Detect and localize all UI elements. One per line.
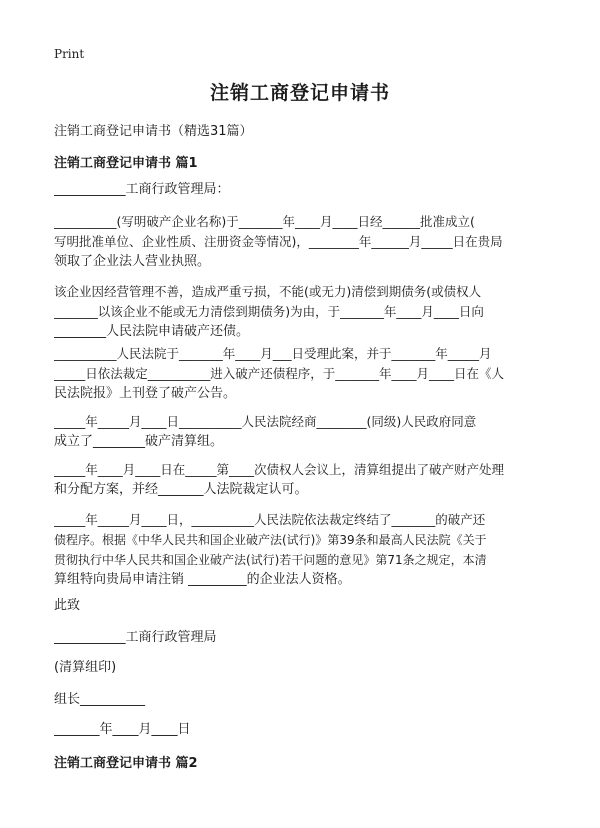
paragraph-creditors-meeting	[54, 460, 554, 500]
text-line: 贯彻执行中华人民共和国企业破产法(试行)若干问题的意见》第71条之规定，本清	[54, 553, 487, 567]
signature-date	[54, 720, 554, 740]
paragraph-liquidation-group	[54, 412, 554, 452]
text-line: _______以该企业不能或无力清偿到期债务)为由，于_______年____月____日向	[54, 304, 484, 319]
text-line: ___________工商行政管理局	[54, 630, 217, 645]
text-line: __________(写明破产企业名称)于_______年____月____日经______批准成立(	[54, 214, 475, 229]
paragraph-court-acceptance	[54, 344, 554, 404]
text-line: _____年_____月____日__________人民法院经商________(同级)人民政府同意	[54, 414, 477, 429]
text-line: ___________工商行政管理局：	[54, 182, 230, 197]
text-line: 组长__________	[54, 692, 146, 707]
paragraph-bankruptcy-cause	[54, 282, 554, 342]
text-line: _____年____月____日在_____第____次债权人会议上，清算组提出了破产财产处理	[54, 462, 505, 477]
text-line: 和分配方案，并经_______人法院裁定认可。	[54, 482, 308, 497]
signature-leader	[54, 690, 554, 710]
text-line: 债程序。根据《中华人民共和国企业破产法(试行)》第39条和最高人民法院《关于	[54, 533, 487, 547]
document-title: 注销工商登记申请书	[209, 82, 390, 104]
text-line: 此致	[54, 598, 81, 613]
text-line: 民法院报》上刊登了破产公告。	[54, 386, 237, 401]
paragraph-termination	[54, 510, 554, 590]
text-line: _____年_____月____日，__________人民法院依法裁定终结了_______的破产还	[54, 512, 486, 527]
seal-note	[54, 658, 554, 678]
text-line: 领取了企业法人营业执照。	[54, 254, 211, 269]
text-line: ________人民法院申请破产还债。	[54, 324, 250, 339]
document-subtitle: 注销工商登记申请书（精选31篇）	[54, 124, 253, 139]
text-line: 算组特向贵局申请注销 _________的企业法人资格。	[54, 572, 351, 587]
text-line: 写明批准单位、企业性质、注册资金等情况)，________年______月_____日在贵局	[54, 234, 503, 249]
closing-addressee	[54, 628, 554, 648]
text-line: (清算组印)	[54, 660, 117, 675]
text-line: 该企业因经营管理不善，造成严重亏损，不能(或无力)清偿到期债务(或债权人	[54, 284, 482, 299]
section-heading-2: 注销工商登记申请书 篇2	[54, 756, 198, 771]
text-line: __________人民法院于_______年____月___日受理此案，并于_______年_____月	[54, 346, 492, 361]
text-line: _____日依法裁定__________进入破产还债程序，于_______年____月____日在《人	[54, 366, 505, 381]
paragraph-establishment	[54, 212, 554, 272]
closing-salutation	[54, 596, 554, 616]
paragraph-addressee	[54, 180, 554, 200]
print-link[interactable]: Print	[54, 47, 85, 61]
section-heading-1: 注销工商登记申请书 篇1	[54, 156, 198, 171]
text-line: _______年____月____日	[54, 722, 191, 737]
text-line: 成立了________破产清算组。	[54, 434, 224, 449]
